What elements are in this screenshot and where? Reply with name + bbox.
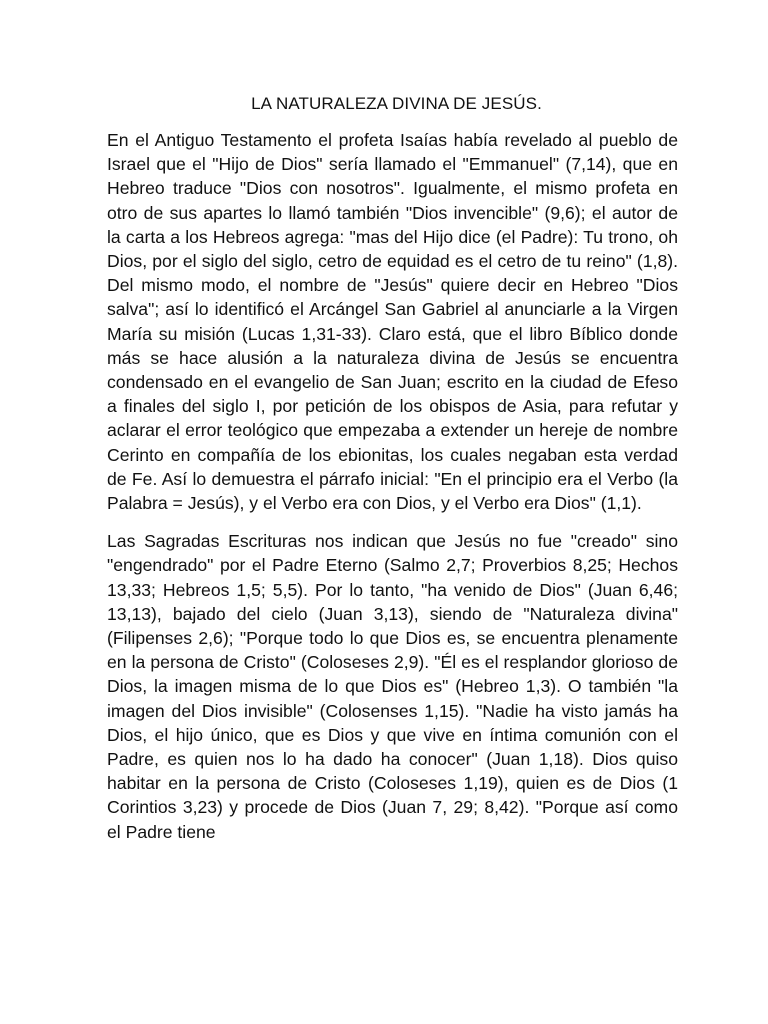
paragraph-1: En el Antiguo Testamento el profeta Isaías había revelado al pueblo de Israel que el "Hijo de Dios" sería llamado el "Emmanuel" (7,14), que en Hebreo traduce "Dios con nosotros". Igualmente, el mismo profeta en otro de sus apartes lo llamó también "Dios invencible" (9,6); el autor de la carta a los Hebreos agrega: "mas del Hijo dice (el Padre): Tu trono, oh Dios, por el siglo del siglo, cetro de equidad es el cetro de tu reino" (1,8). Del mismo modo, el nombre de "Jesús" quiere decir en Hebreo "Dios salva"; así lo identificó el Arcángel San Gabriel al anunciarle a la Virgen María su misión (Lucas 1,31-33). Claro está, que el libro Bíblico donde más se hace alusión a la naturaleza divina de Jesús se encuentra condensado en el evangelio de San Juan; escrito en la ciudad de Efeso a finales del siglo I, por petición de los obispos de Asia, para refutar y aclarar el error teológico que empezaba a extender un hereje de nombre Cerinto en compañía de los ebionitas, los cuales negaban esta verdad de Fe. Así lo demuestra el párrafo inicial: "En el principio era el Verbo (la Palabra = Jesús), y el Verbo era con Dios, y el Verbo era Dios" (1,1). (107, 130, 678, 514)
document-title: LA NATURALEZA DIVINA DE JESÚS. (251, 94, 542, 113)
paragraph-2: Las Sagradas Escrituras nos indican que Jesús no fue "creado" sino "engendrado" por el Padre Eterno (Salmo 2,7; Proverbios 8,25; Hechos 13,33; Hebreos 1,5; 5,5). Por lo tanto, "ha venido de Dios" (Juan 6,46; 13,13), bajado del cielo (Juan 3,13), siendo de "Naturaleza divina" (Filipenses 2,6); "Porque todo lo que Dios es, se encuentra plenamente en la persona de Cristo" (Coloseses 2,9). "Él es el resplandor glorioso de Dios, la imagen misma de lo que Dios es" (Hebreo 1,3). O también "la imagen del Dios invisible" (Colosenses 1,15). "Nadie ha visto jamás ha Dios, el hijo único, que es Dios y que vive en íntima comunión con el Padre, es quien nos lo ha dado ha conocer" (Juan 1,18). Dios quiso habitar en la persona de Cristo (Coloseses 1,19), quien es de Dios (1 Corintios 3,23) y procede de Dios (Juan 7, 29; 8,42). "Porque así como el Padre tiene (107, 531, 678, 842)
